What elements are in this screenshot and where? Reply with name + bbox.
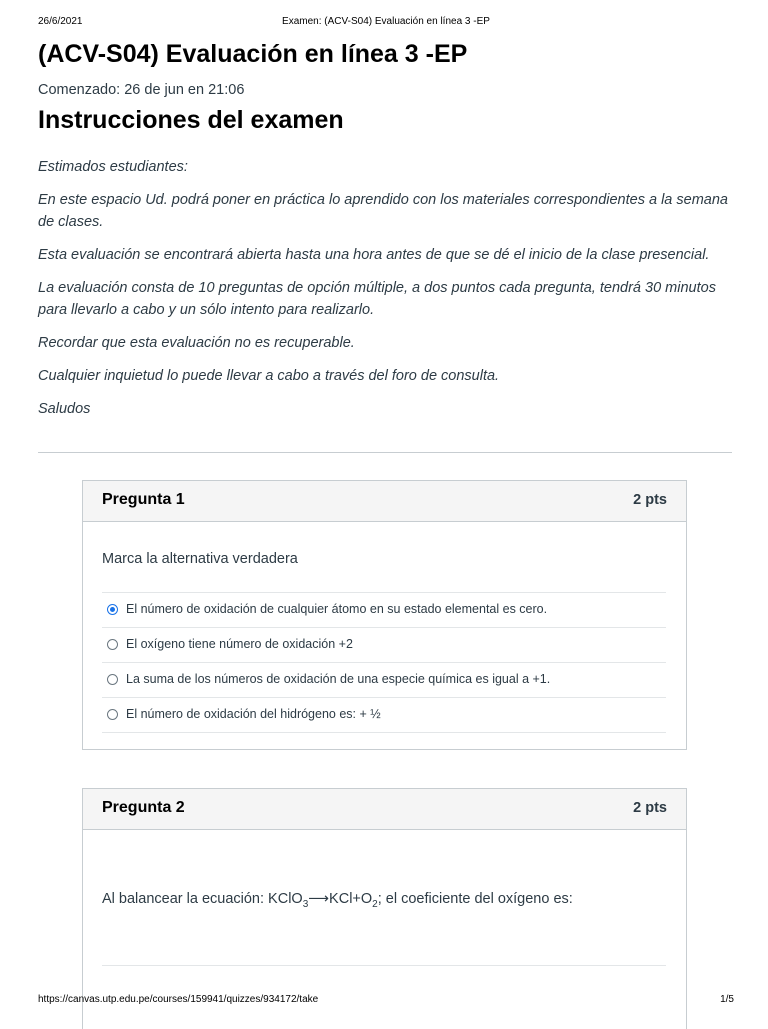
instructions-body <box>38 156 732 431</box>
print-url: https://canvas.utp.edu.pe/courses/159941/quizzes/934172/take <box>38 994 319 1005</box>
equation-text-mid: ⟶KCl+O <box>308 891 373 907</box>
radio-unchecked-icon[interactable] <box>107 709 118 720</box>
answer-list <box>102 592 666 733</box>
instructions-heading: Instrucciones del examen <box>38 106 344 134</box>
radio-unchecked-icon[interactable] <box>107 674 118 685</box>
print-document-title: Examen: (ACV-S04) Evaluación en línea 3 -EP <box>282 16 490 27</box>
answer-label[interactable]: El oxígeno tiene número de oxidación +2 <box>126 637 353 651</box>
question-points: 2 pts <box>633 800 667 816</box>
question-2 <box>82 788 687 1029</box>
question-name: Pregunta 1 <box>102 491 185 508</box>
quiz-title: (ACV-S04) Evaluación en línea 3 -EP <box>38 40 468 68</box>
answer-option-2[interactable] <box>102 628 666 663</box>
instructions-paragraph: La evaluación consta de 10 preguntas de opción múltiple, a dos puntos cada pregunta, tendrá 30 minutos para llevarlo a cabo y un sólo intento para realizarlo. <box>38 280 716 318</box>
radio-checked-icon[interactable] <box>107 604 118 615</box>
instructions-paragraph: Esta evaluación se encontrará abierta hasta una hora antes de que se dé el inicio de la clase presencial. <box>38 247 710 263</box>
question-header <box>83 481 686 522</box>
instructions-paragraph: Saludos <box>38 401 91 417</box>
print-header <box>38 16 734 30</box>
instructions-paragraph: En este espacio Ud. podrá poner en práctica lo aprendido con los materiales correspondientes a la semana de clases. <box>38 192 728 230</box>
instructions-paragraph: Recordar que esta evaluación no es recuperable. <box>38 335 355 351</box>
section-divider <box>38 452 732 453</box>
instructions-paragraph: Cualquier inquietud lo puede llevar a cabo a través del foro de consulta. <box>38 368 500 384</box>
question-header <box>83 789 686 830</box>
question-points: 2 pts <box>633 492 667 508</box>
radio-unchecked-icon[interactable] <box>107 639 118 650</box>
answer-label[interactable]: El número de oxidación del hidrógeno es: + ½ <box>126 707 381 721</box>
page-number: 1/5 <box>720 994 734 1005</box>
print-footer <box>38 994 734 1008</box>
answer-option-4[interactable] <box>102 698 666 733</box>
equation-text-post: ; el coeficiente del oxígeno es: <box>377 891 573 907</box>
question-text <box>102 891 573 910</box>
equation-text-pre: Al balancear la ecuación: KClO <box>102 891 303 907</box>
instructions-paragraph: Estimados estudiantes: <box>38 159 188 175</box>
question-text: Marca la alternativa verdadera <box>102 551 298 567</box>
answer-label[interactable]: El número de oxidación de cualquier átomo en su estado elemental es cero. <box>126 602 548 616</box>
answer-list-divider <box>102 965 666 966</box>
answer-label[interactable]: La suma de los números de oxidación de una especie química es igual a +1. <box>126 672 551 686</box>
quiz-started-time: Comenzado: 26 de jun en 21:06 <box>38 82 245 98</box>
subscript-2: 2 <box>372 898 378 910</box>
subscript-3: 3 <box>302 898 309 910</box>
answer-option-1[interactable] <box>102 593 666 628</box>
question-1 <box>82 480 687 750</box>
print-date: 26/6/2021 <box>38 16 83 27</box>
answer-option-3[interactable] <box>102 663 666 698</box>
question-name: Pregunta 2 <box>102 799 185 816</box>
